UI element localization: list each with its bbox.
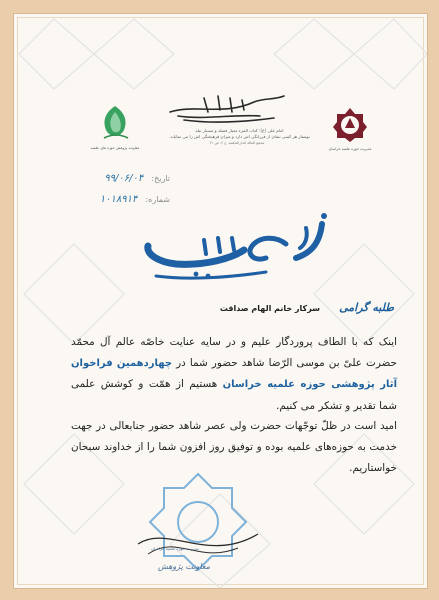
seminary-logo-icon xyxy=(331,106,369,144)
number-field xyxy=(80,187,170,206)
signature-office: معاونت پژوهش xyxy=(158,562,210,571)
body-text-4: هستیم از همّت و کوشش علمی شما تقدیر و تشکر می کنیم. xyxy=(71,378,397,412)
certificate-frame xyxy=(13,13,428,589)
body-text-3: شاهد حضور شما در xyxy=(176,356,265,369)
number-value: ۱۰۱۸۹۱۴ xyxy=(99,194,138,205)
bismillah-calligraphy xyxy=(164,90,290,126)
body-text-5: امید است در ظلّ توجّهات حضرت ولی عصر xyxy=(205,420,397,433)
body-text-6: شاهد حضور جنابعالی در جهت خدمت به حوزه‌های علمیه بوده و توفیق روز افزون شما را از خداوند سبحان خواستاریم. xyxy=(71,420,397,474)
right-logo-caption: مدیریت حوزه علمیه خراسان xyxy=(328,147,372,151)
date-label: تاریخ: xyxy=(151,174,170,183)
number-label: شماره: xyxy=(145,195,170,204)
body-text-1: اینک که با الطاف پروردگار علیم و در سایه عنایت خاصّه عالم آل محمّد xyxy=(71,336,397,348)
left-logo-caption: معاونت پژوهش حوزه های علمیه xyxy=(90,146,140,150)
research-deputy-logo-icon xyxy=(96,102,134,144)
intro-quote-translation: نوشتار هر کسی نشان از فرزانگی اش دارد و میزان فرهیختگی اش را می نمایاند. xyxy=(169,134,310,139)
intro-quote: امام علی (ع): کتاب المرء معیار فضله و مسبار نبله xyxy=(195,128,284,133)
event-highlight: چهاردهمین فراخوان آثار پژوهشی حوزه علمیه خراسان xyxy=(71,357,397,391)
body-text-2: حضرت علیّ بن موسی الرّضا xyxy=(268,356,397,369)
title-calligraphy xyxy=(136,206,336,288)
salutation-line xyxy=(164,296,394,315)
date-value: ۹۹/۰۶/۰۴ xyxy=(104,173,144,184)
signature-organization: مدیریت حوزه علمیه خراسان xyxy=(151,546,199,551)
date-field xyxy=(80,166,170,185)
recipient-name: سرکار خانم الهام صداقت xyxy=(219,304,321,313)
certificate-body xyxy=(71,332,397,478)
greeting: طلبه گرامی xyxy=(339,301,394,314)
intro-quote-source: مجمع الغالة الدارالحكمة، ج ۲، ص ۲۱ xyxy=(209,141,265,145)
